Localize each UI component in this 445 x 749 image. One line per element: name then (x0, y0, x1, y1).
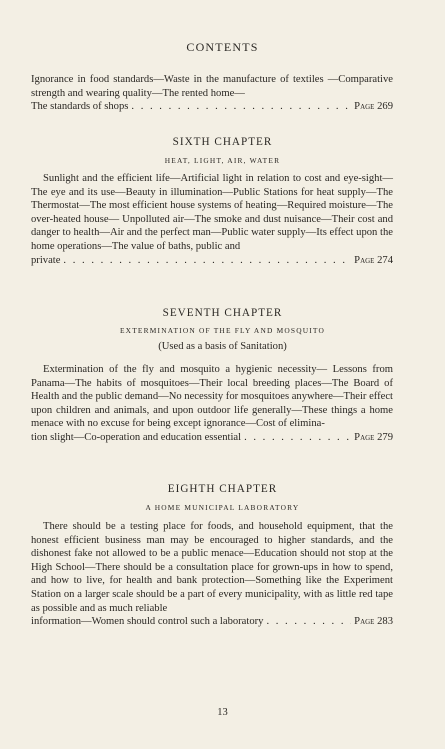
chapter-last-line: private (31, 254, 61, 266)
chapter-note-seventh: (Used as a basis of Sanitation) (158, 341, 287, 352)
page-label: Page (354, 616, 375, 628)
chapter-title-eighth: EIGHTH CHAPTER (167, 483, 278, 495)
intro-page-ref (354, 100, 393, 114)
chapter-summary-seventh (31, 363, 393, 445)
chapter-last-line: information—Women should control such a laboratory (31, 616, 264, 628)
chapter-page-ref (354, 615, 393, 629)
chapter-leader-line (31, 431, 393, 445)
page-number-ref: 283 (377, 616, 393, 628)
page-number-ref: 269 (377, 101, 393, 113)
dot-leader (266, 615, 351, 629)
chapter-summary-text: Extermination of the fly and mosquito a hygienic necessity— Lessons from Panama—The habits of mosquitoes—Their local breeding places—The Board of Health and the public demand—No necessity for mosquitoes anywhere—Their effect upon children and animals, and upon outdoor life generally—These things a home menace with no excuse for being except ignorance—Cost of elimina- (31, 364, 393, 430)
page-label: Page (354, 254, 375, 266)
chapter-page-ref (354, 431, 393, 445)
intro-summary (31, 73, 393, 114)
page-number-ref: 279 (377, 431, 393, 443)
chapter-summary-text: Sunlight and the efficient life—Artificial light in relation to cost and eye-sight—The eye and its use—Beauty in illumination—Public Stations for heat supply—The Thermostat—The most efficient house systems of heating—Required moisture—The over-heated house— Unpolluted air—The smoke and dust nuisance—Their cost and danger to health—Air and the perfect man—Public water supply—Its effect upon the home operations—The value of baths, public and (31, 173, 393, 252)
page-number-ref: 274 (377, 254, 393, 266)
page-label: Page (354, 431, 375, 443)
chapter-title-seventh: SEVENTH CHAPTER (162, 307, 283, 319)
dot-leader (131, 100, 351, 114)
chapter-summary-text: There should be a testing place for foods, and household equipment, that the honest efficient business man may be encouraged to higher standards, and the dishonest fake not allowed to be a public menace—Education should not stop at the High School—There should be a consultation place for grown-ups in how to spend, and how to live, for health and bank protection—Something like the Experiment Station on a larger scale should be a part of every municipality, with as little red tape as possible and as much reliable (31, 521, 393, 614)
intro-summary-text: Ignorance in food standards—Waste in the manufacture of textiles —Comparative strength and wearing quality—The rented home— (31, 74, 393, 99)
chapter-summary-sixth (31, 172, 393, 267)
running-head: CONTENTS (186, 40, 259, 54)
chapter-page-ref (354, 254, 393, 268)
chapter-title-sixth: SIXTH CHAPTER (172, 136, 273, 148)
dot-leader (63, 254, 351, 268)
page-label: Page (354, 101, 375, 113)
dot-leader (244, 431, 351, 445)
chapter-subtitle-sixth: HEAT, LIGHT, AIR, WATER (164, 156, 281, 165)
page-folio: 13 (217, 707, 228, 718)
chapter-subtitle-seventh: EXTERMINATION OF THE FLY AND MOSQUITO (119, 326, 326, 335)
chapter-subtitle-eighth: A HOME MUNICIPAL LABORATORY (145, 503, 300, 512)
intro-leader-line (31, 100, 393, 114)
chapter-last-line: tion slight—Co-operation and education essential (31, 431, 242, 443)
chapter-leader-line (31, 254, 393, 268)
chapter-summary-eighth (31, 520, 393, 629)
chapter-leader-line (31, 615, 393, 629)
intro-last-line: The standards of shops (31, 101, 129, 113)
